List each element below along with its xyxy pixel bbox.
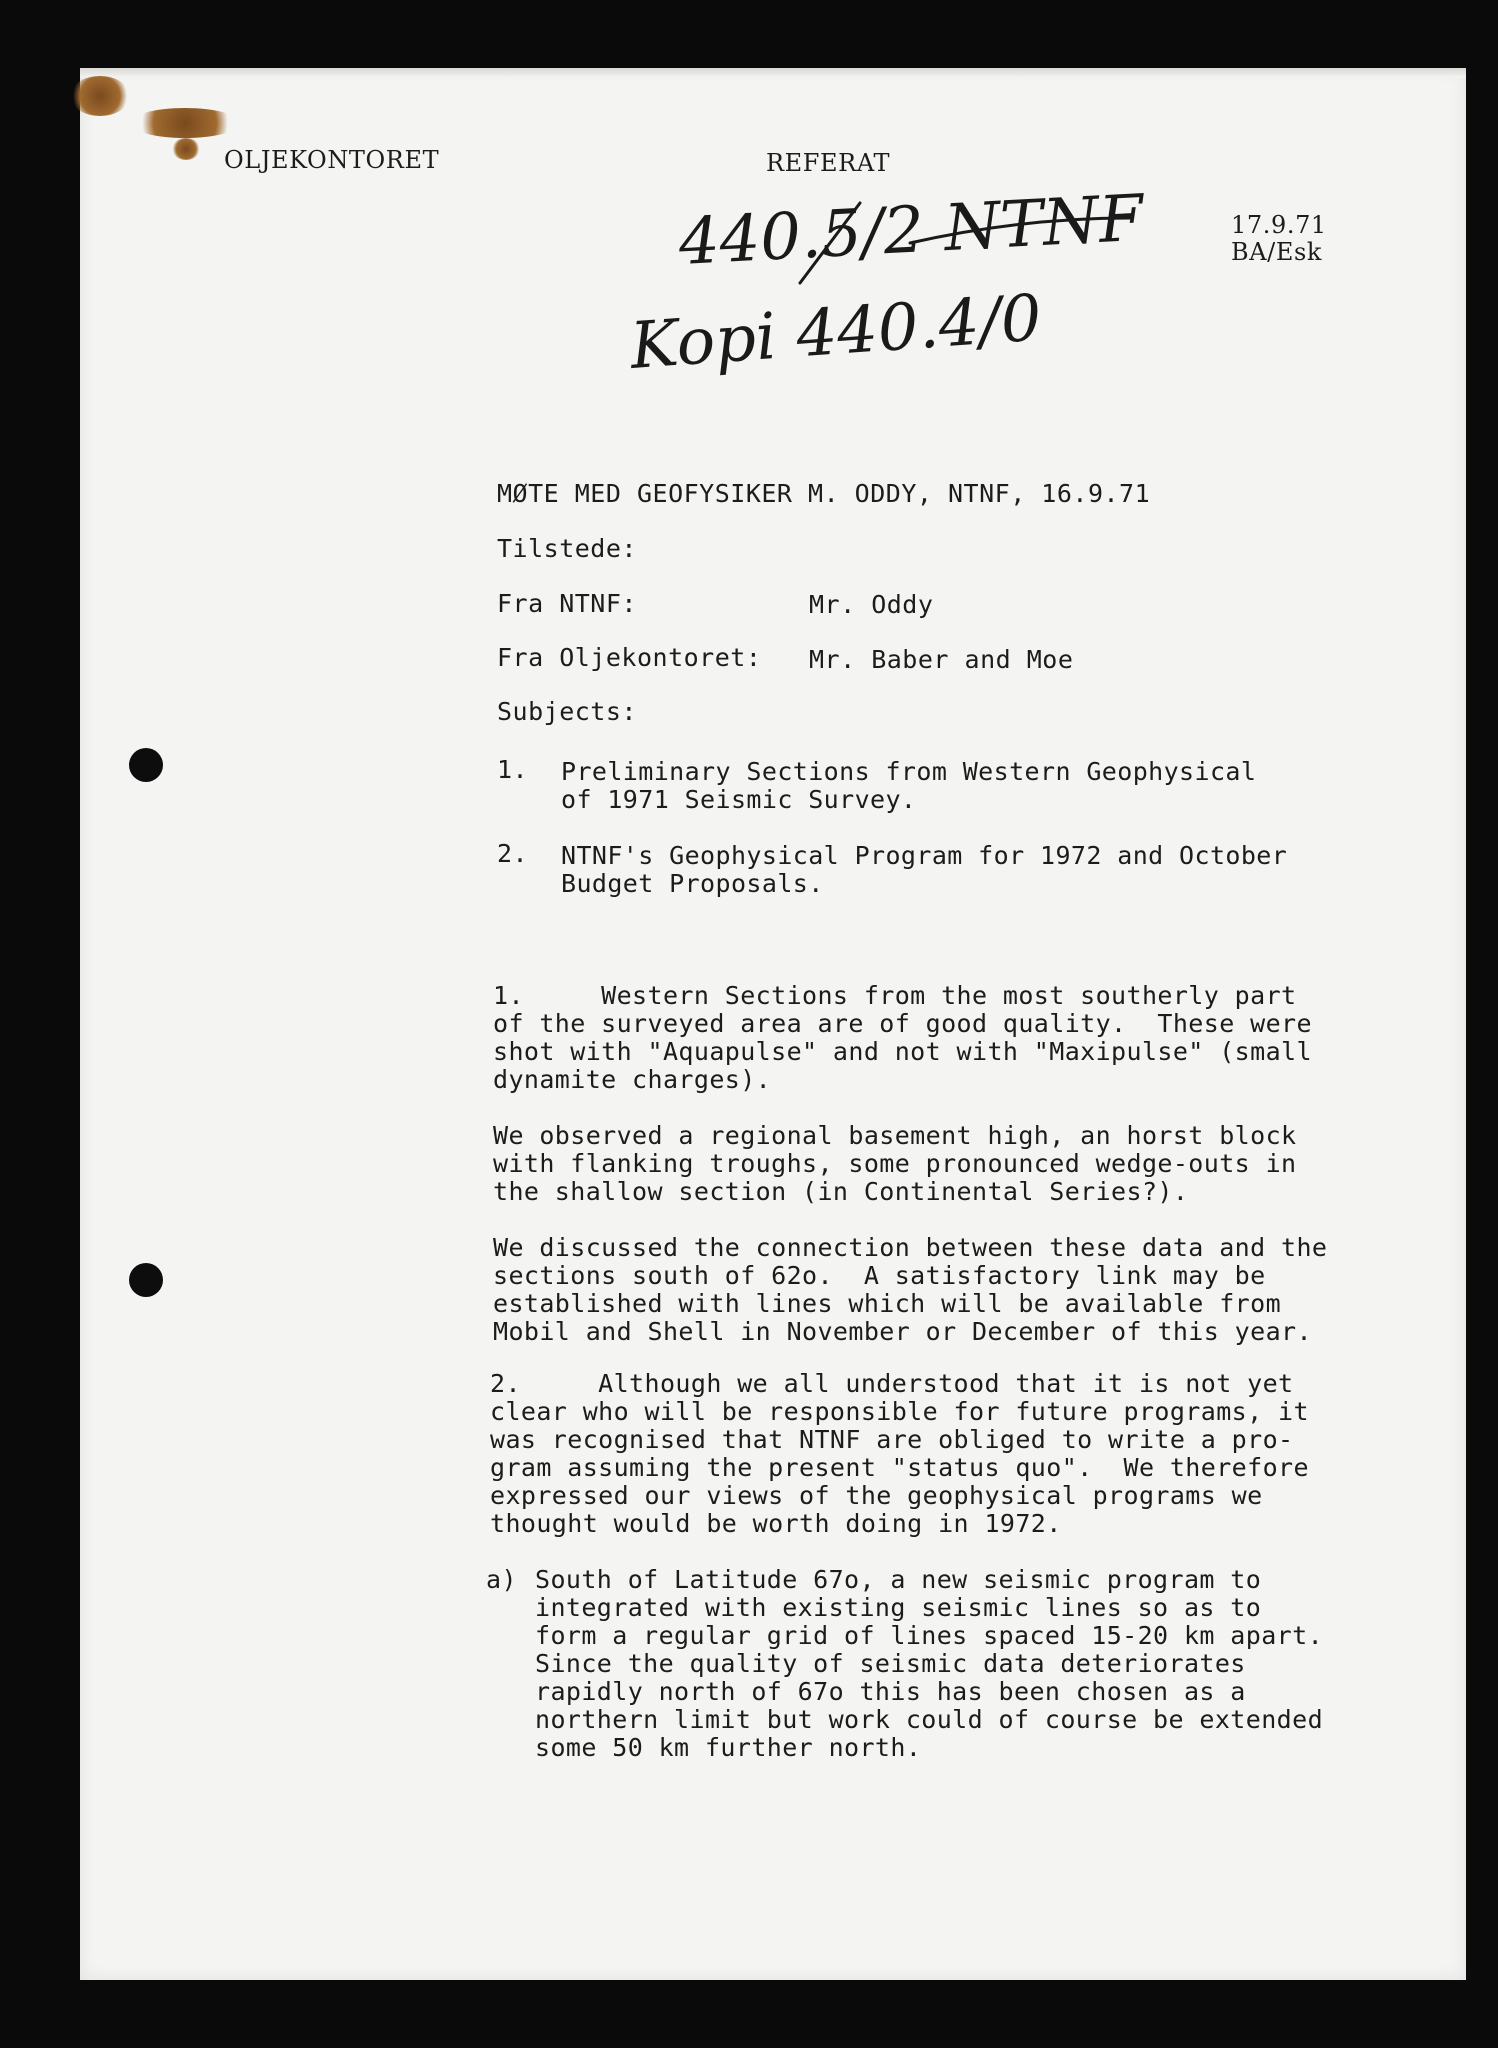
from-oljekontoret-label: Fra Oljekontoret: [497,643,762,672]
item-a-text: South of Latitude 67o, a new seismic program to integrated with existing seismic lines so as to form a regular grid of lines spaced 15-20 km apart. Since the quality of seismic data deteriorates rapidly north of 67o this has been chosen as a northern limit but work could of course be extended some 50 km further north. [535,1565,1324,1762]
paragraph-3: We discussed the connection between these data and the sections south of 62o. A satisfactory link may be established with lines which will be available from Mobil and Shell in November or December of this year. [493,1233,1328,1346]
subject-1-number: 1. [497,755,529,784]
present-label: Tilstede: [497,534,637,563]
from-ntnf-label: Fra NTNF: [497,589,637,618]
punch-hole [129,1263,163,1297]
subject-2-number: 2. [497,839,529,868]
document-type: REFERAT [766,149,891,177]
document-reference: BA/Esk [1231,238,1323,266]
subject-2-text: NTNF's Geophysical Program for 1972 and October Budget Proposals. [561,841,1288,898]
paragraph-4: 2. Although we all understood that it is not yet clear who will be responsible for future programs, it was recognised that NTNF are obliged to write a pro- gram assuming the present "status quo". We therefore expressed our views of the geophysical programs we thought would be worth doing in 1972. [490,1369,1309,1538]
paragraph-1: 1. Western Sections from the most southerly part of the surveyed area are of good quality. These were shot with "Aquapulse" and not with "Maxipulse" (small dynamite charges). [493,981,1312,1094]
punch-hole [129,748,163,782]
paragraph-2: We observed a regional basement high, an horst block with flanking troughs, some pronounced wedge-outs in the shallow section (in Continental Series?). [493,1121,1297,1206]
subject-1-text: Preliminary Sections from Western Geophysical of 1971 Seismic Survey. [561,757,1257,814]
meeting-title: MØTE MED GEOFYSIKER M. ODDY, NTNF, 16.9.71 [497,479,1151,508]
org-name: OLJEKONTORET [224,146,440,174]
item-a-label: a) [486,1565,518,1594]
document-date: 17.9.71 [1231,211,1327,239]
from-ntnf-value: Mr. Oddy [809,590,934,619]
from-oljekontoret-value: Mr. Baber and Moe [809,645,1074,674]
document-page [80,68,1466,1980]
handwriting-line-2: Kopi 440.4/0 [627,281,1045,384]
handwriting-line-1: 440.5/2 NTNF [676,181,1146,280]
handwritten-annotation [80,68,1466,488]
subjects-label: Subjects: [497,697,637,726]
